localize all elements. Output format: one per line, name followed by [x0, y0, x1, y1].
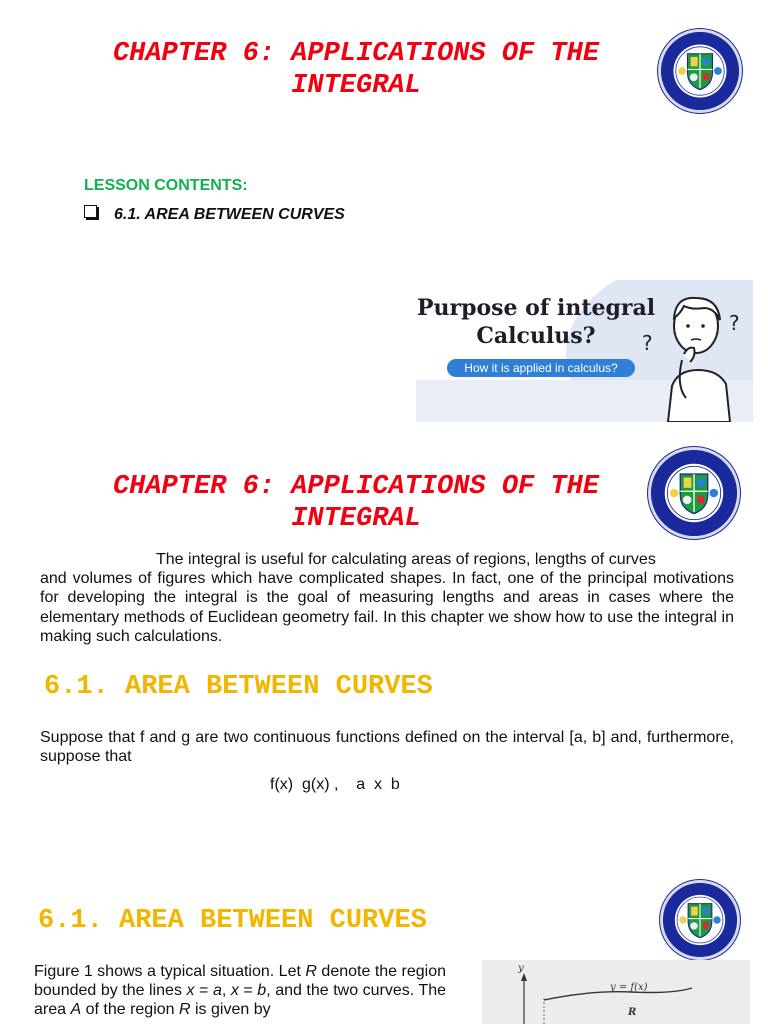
seal-emblem-icon	[663, 883, 737, 957]
inequality-formula: f(x) g(x) , a x b	[270, 776, 400, 793]
svg-text:?: ?	[729, 311, 740, 335]
banner-pill: How it is applied in calculus?	[447, 359, 635, 377]
checkbox-bullet-icon	[84, 205, 97, 218]
intro-rest: and volumes of figures which have complicated shapes. In fact, one of the principal motivations for developing the integral is the goal of measuring lengths and areas in cases where the elementary methods of Euclidean geometry fail. In this chapter we show how to use the integral in making such calculations.	[40, 570, 734, 645]
lesson-contents-heading: LESSON CONTENTS:	[84, 177, 248, 194]
banner-title: Purpose of integral Calculus?	[416, 295, 656, 349]
purpose-banner-image	[416, 280, 753, 422]
chapter-title: CHAPTER 6: APPLICATIONS OF THE INTEGRAL	[112, 39, 600, 101]
figure-1-graph	[482, 960, 750, 1024]
suppose-paragraph: Suppose that f and g are two continuous functions defined on the interval [a, b] and, furthermore, suppose that	[40, 729, 734, 766]
section-heading: 6.1. AREA BETWEEN CURVES	[38, 906, 427, 936]
svg-text:?: ?	[642, 331, 653, 355]
lesson-item	[84, 205, 345, 225]
chapter-title: CHAPTER 6: APPLICATIONS OF THE INTEGRAL	[112, 472, 600, 534]
curve-label: y = f(x)	[610, 982, 648, 993]
y-axis-label: y	[518, 963, 524, 974]
lesson-item-label: 6.1. AREA BETWEEN CURVES	[114, 206, 345, 223]
thinking-person-icon	[638, 286, 753, 422]
figure-paragraph: Figure 1 shows a typical situation. Let R denote the region bounded by the lines x = a, x = b, and the two curves. The area A of the region R is given by	[34, 963, 447, 1019]
intro-paragraph	[40, 550, 734, 646]
region-label: R	[628, 1007, 637, 1018]
seal-emblem-icon	[661, 32, 739, 110]
university-seal-logo	[658, 29, 742, 113]
intro-first-line: The integral is useful for calculating areas of regions, lengths of curves	[156, 551, 656, 568]
seal-emblem-icon	[651, 450, 737, 536]
university-seal-logo	[648, 447, 740, 539]
university-seal-logo	[660, 880, 740, 960]
section-heading: 6.1. AREA BETWEEN CURVES	[44, 672, 433, 702]
